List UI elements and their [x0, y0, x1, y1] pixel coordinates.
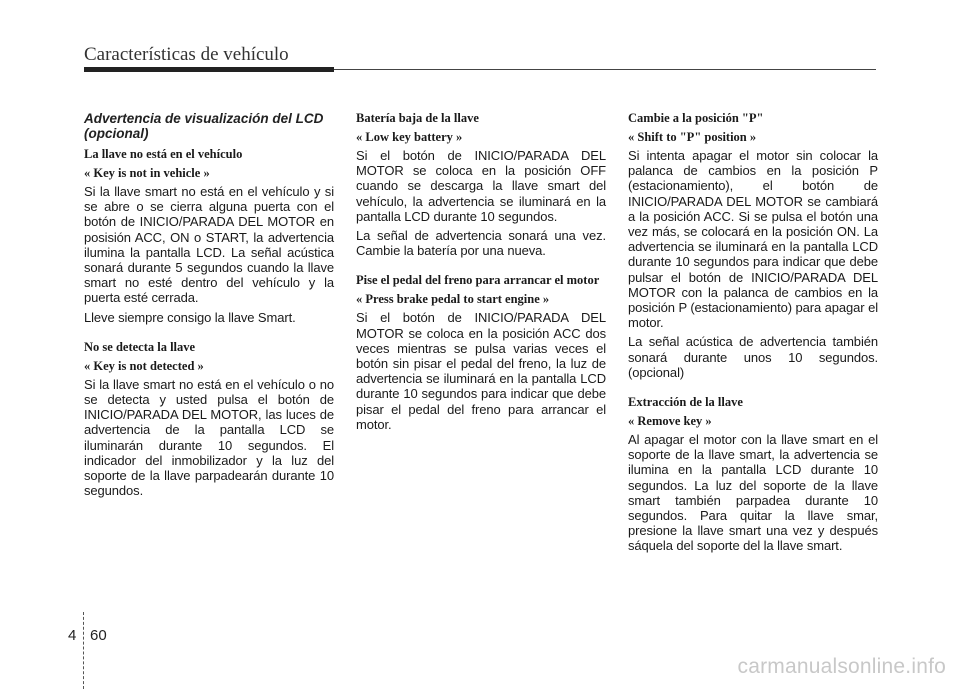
page-number-divider [83, 612, 85, 689]
heading-remove-key-en: « Remove key » [628, 414, 712, 429]
heading-shift-to-p-es: Cambie a la posición "P" [628, 111, 764, 125]
heading-press-brake-es: Pise el pedal del freno para arrancar el motor [356, 273, 600, 288]
heading-key-not-detected-en: « Key is not detected » [84, 358, 204, 373]
heading-low-battery-es: Batería baja de la llave [356, 111, 479, 125]
paragraph: La señal acústica de advertencia también sonará durante unos 10 segundos. (opcional) [628, 334, 878, 380]
paragraph: La señal de advertencia sonará una vez. Cambie la batería por una nueva. [356, 228, 606, 259]
paragraph: Lleve siempre consigo la llave Smart. [84, 309, 296, 325]
paragraph: Si el botón de INICIO/PARADA DEL MOTOR se coloca en la posición ACC dos veces mientras se pulsa varias veces el botón sin pisar el pedal del freno, la luz de advertencia se iluminará en la pantalla LCD durante 10 segundos para indicar que debe pisar el pedal del freno para arrancar el motor. [356, 310, 606, 432]
header-title: Características de vehículo [84, 44, 289, 65]
paragraph: Si el botón de INICIO/PARADA DEL MOTOR se coloca en la posición OFF cuando se descarga la llave smart del vehículo, la advertencia se iluminará en la pantalla LCD durante 10 segundos. [356, 148, 606, 224]
paragraph: Si la llave smart no está en el vehículo y si se abre o se cierra alguna puerta con el botón de INICIO/PARADA DEL MOTOR en posisión ACC, ON o START, la advertencia ilumina la pantalla LCD. La señal acústica sonará durante 5 segundos cuando la llave smart no esté dentro del vehículo y la puerta esté cerrada. [84, 184, 334, 306]
column-3 [628, 111, 878, 558]
chapter-number: 4 [68, 627, 77, 644]
header-rule-thin [334, 69, 876, 70]
paragraph: Si intenta apagar el motor sin colocar la palanca de cambios en la posición P (estacionamiento), el botón de INICIO/PARADA DEL MOTOR se cambiará a la posición ACC. Si se pulsa el botón una vez más, se colocará en la posición ON. La advertencia se iluminará en la pantalla LCD durante 10 segundos para indicar que debe pulsar el botón de INICIO/PARADA DEL MOTOR con la palanca de cambios en la posición P (estacionamiento) para apagar el motor. [628, 148, 878, 331]
heading-press-brake-en: « Press brake pedal to start engine » [356, 292, 550, 307]
heading-shift-to-p-en: « Shift to "P" position » [628, 130, 757, 144]
header-rule-thick [84, 67, 334, 72]
page-number: 60 [90, 627, 107, 644]
heading-key-not-detected-es: No se detecta la llave [84, 339, 196, 354]
heading-key-not-in-vehicle-en: « Key is not in vehicle » [84, 166, 210, 180]
section-title: Advertencia de visualización del LCD (opcional) [84, 111, 324, 141]
column-2 [356, 111, 606, 436]
paragraph: Si la llave smart no está en el vehículo o no se detecta y usted pulsa el botón de INICIO/PARADA DEL MOTOR, las luces de advertencia de la pantalla LCD se iluminarán durante 10 segundos. El indicador del inmobilizador y la luz del soporte de la llave parpadearán durante 10 segundos. [84, 376, 334, 499]
heading-low-battery-en: « Low key battery » [356, 130, 463, 144]
paragraph: Al apagar el motor con la llave smart en el soporte de la llave smart, la advertencia se ilumina en la pantalla LCD durante 10 segundos. La luz del soporte de la llave smart también parpadea durante 10 segundos. Para quitar la llave smar, presione la llave smart una vez y después sáquela del soporte del la llave smart. [628, 432, 878, 554]
watermark: carmanualsonline.info [737, 655, 946, 678]
heading-key-not-in-vehicle-es: La llave no está en el vehículo [84, 147, 243, 161]
heading-remove-key-es: Extracción de la llave [628, 395, 743, 410]
column-1 [84, 111, 334, 502]
